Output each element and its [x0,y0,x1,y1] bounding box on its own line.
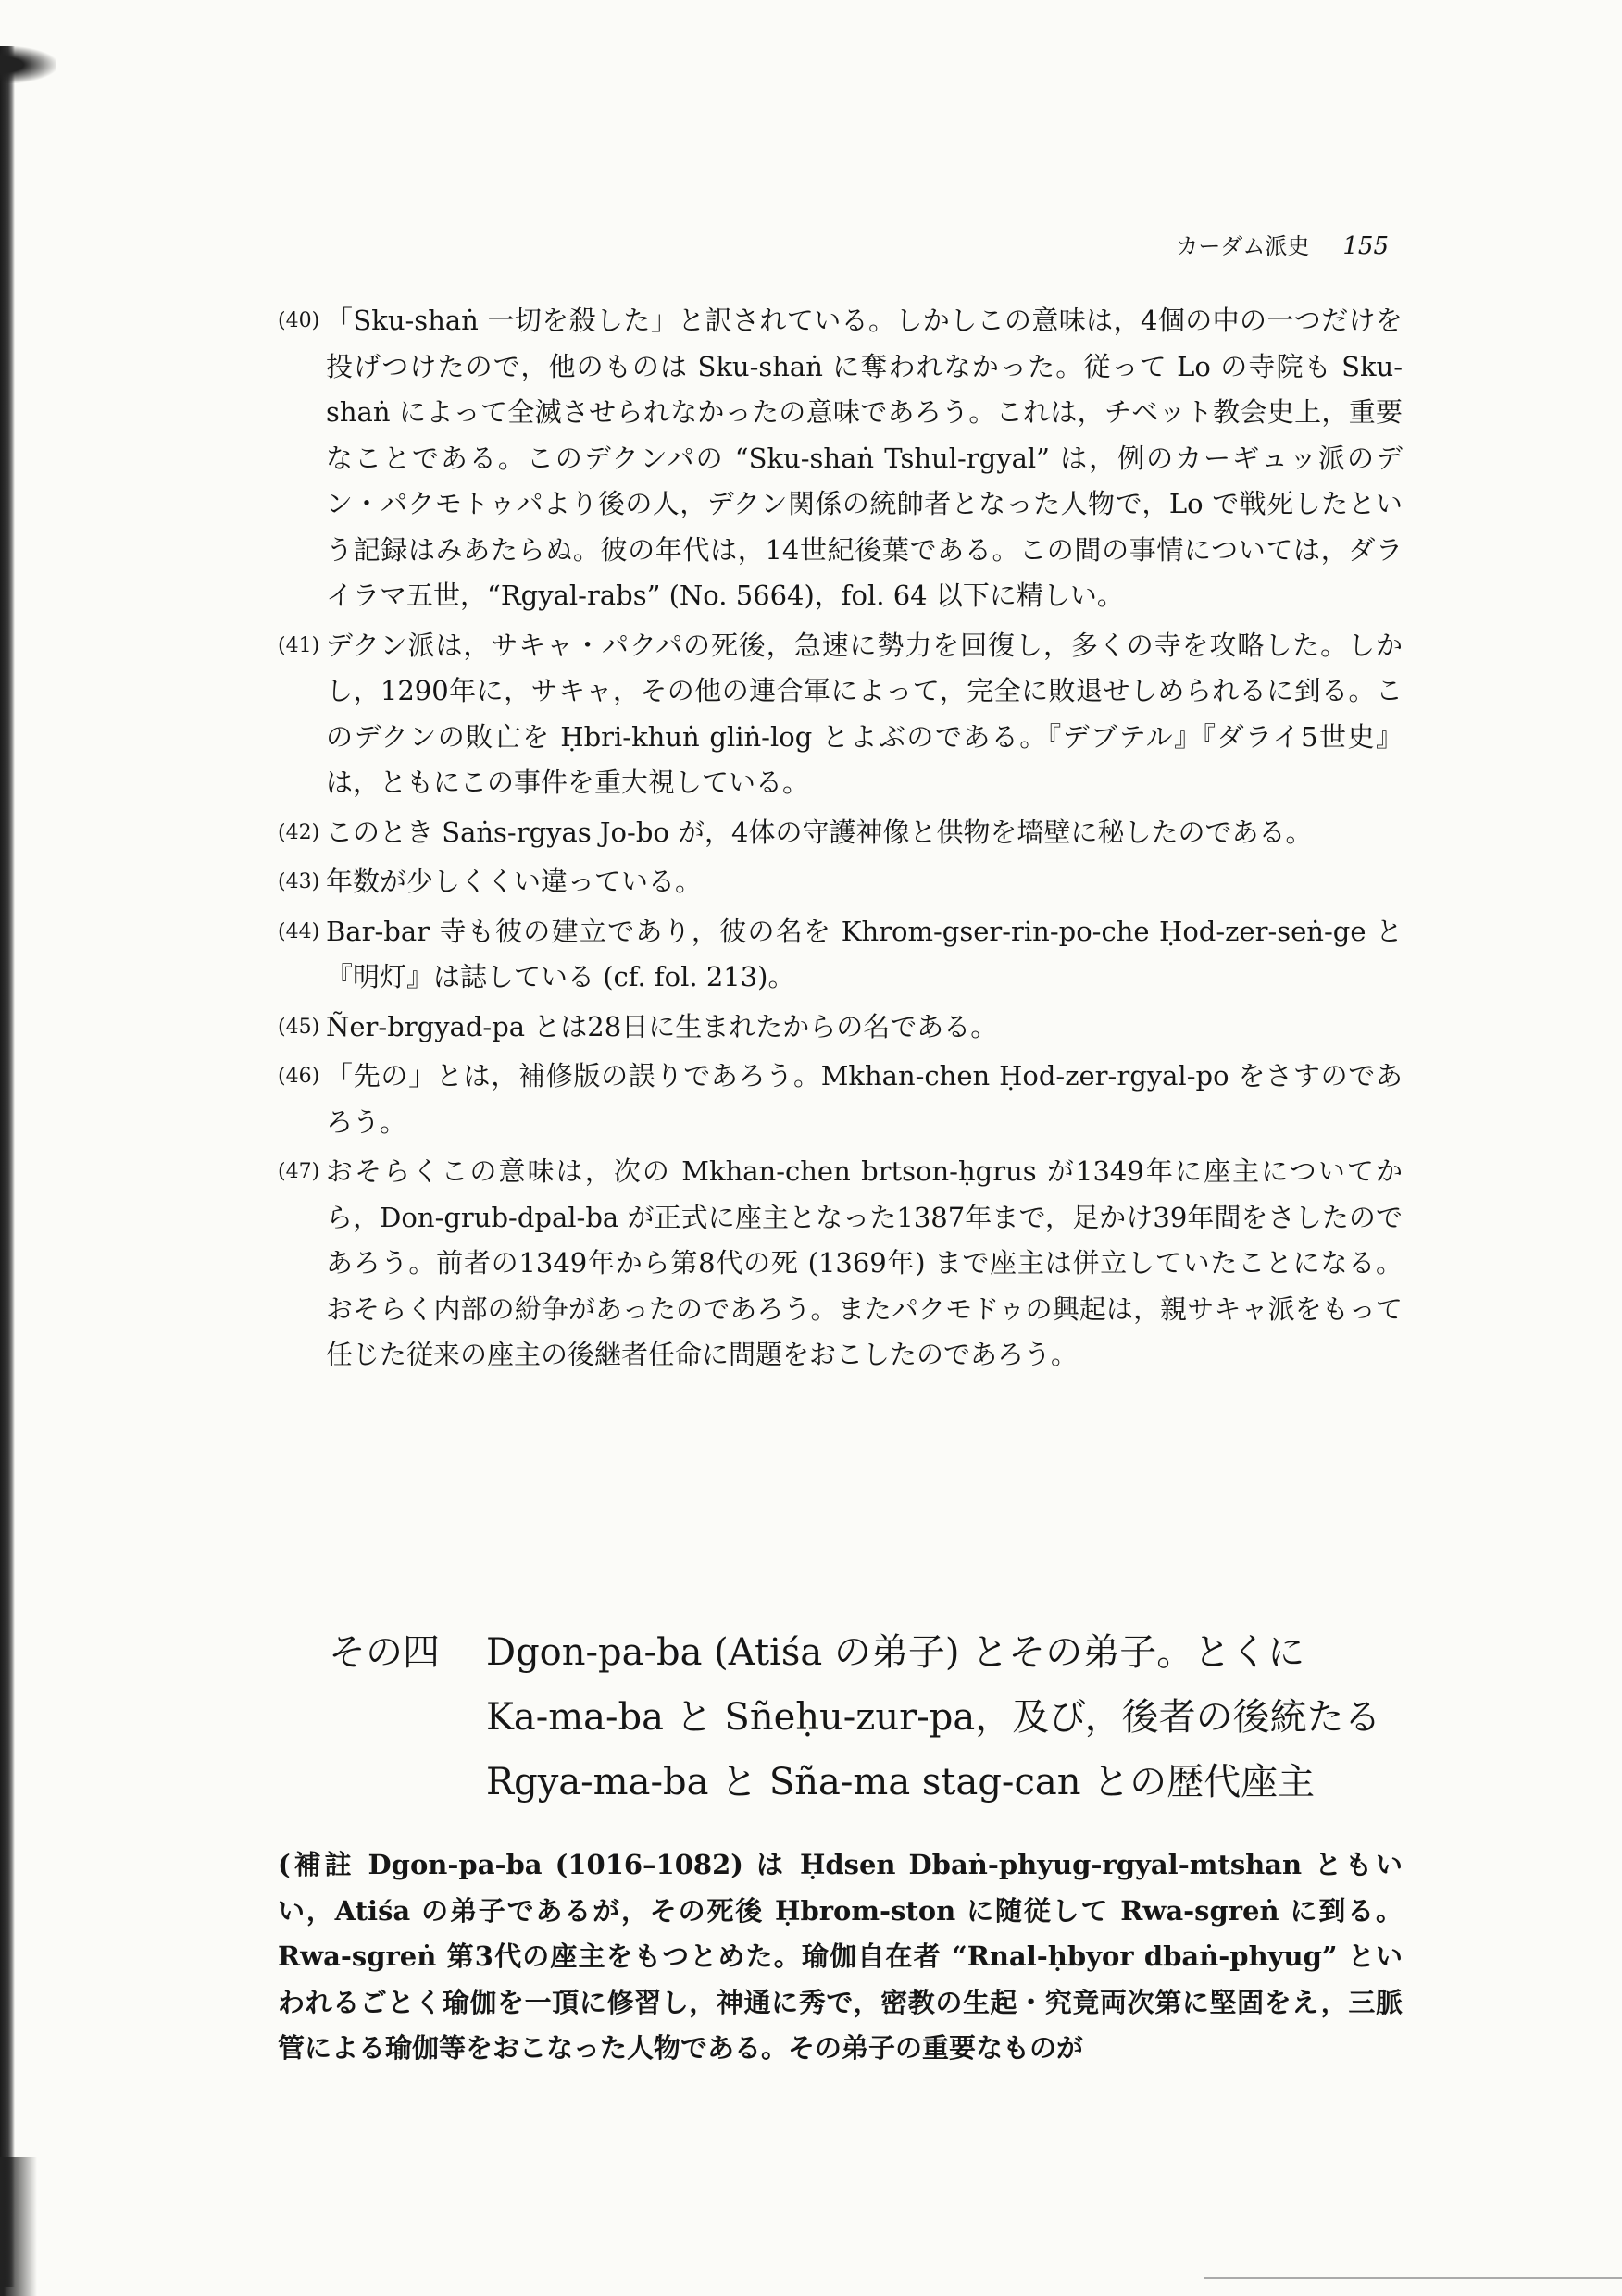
section-title-lines [486,1620,1381,1815]
note-number: (47) [278,1160,320,1183]
binding-mark-top [0,46,56,83]
section-title-line: Ka-ma-ba と Sñeḥu-zur-pa，及び，後者の後統たる [486,1696,1381,1739]
note-text: このとき Saṅs-rgyas Jo-bo が，4体の守護神像と供物を墻壁に秘したのである。 [326,816,1313,848]
section-title-line: Dgon-pa-ba (Atiśa の弟子) とその弟子。とくに [486,1631,1305,1674]
note-43 [278,859,1403,905]
running-header [1065,228,1389,260]
note-45 [278,1004,1403,1051]
note-number: (40) [278,309,320,332]
page-number: 155 [1342,232,1389,260]
bottom-rule [1204,2277,1622,2279]
note-number: (43) [278,870,320,893]
note-42 [278,810,1403,856]
note-text: 「先の」とは，補修版の誤りであろう。Mkhan-chen Ḥod-zer-rgyal-po をさすのであろう。 [326,1060,1403,1138]
note-text: 年数が少しくくい違っている。 [326,866,703,897]
section-heading [329,1620,1384,1815]
note-number: (42) [278,820,320,844]
running-title: カーダム派史 [1176,233,1310,259]
note-41 [278,623,1403,806]
note-number: (46) [278,1065,320,1088]
note-47 [278,1149,1403,1379]
note-44 [278,909,1403,1001]
supplementary-note: (補註 Dgon-pa-ba (1016–1082) は Ḥdsen Dbaṅ-phyug-rgyal-mtshan ともいい，Atiśa の弟子であるが，その死後 Ḥbrom-ston に随従して Rwa-sgreṅ に到る。Rwa-sgreṅ 第3代の座主をもつとめた。瑜伽自在者 “Rnal-ḥbyor dbaṅ-phyug” といわれるごとく瑜伽を一頂に修習し，神通に秀で，密教の生起・究竟両次第に堅固をえ，三脈管による瑜伽等をおこなった人物である。その弟子の重要なものが [278,1849,1403,2064]
note-46 [278,1054,1403,1145]
note-number: (45) [278,1015,320,1039]
section-label: その四 [329,1631,440,1674]
note-text: Bar-bar 寺も彼の建立であり，彼の名を Khrom-gser-rin-po-che Ḥod-zer-seṅ-ge と『明灯』は誌している (cf. fol. 213)。 [326,915,1403,992]
endnotes [278,298,1403,1382]
note-text: おそらくこの意味は，次の Mkhan-chen brtson-ḥgrus が1349年に座主についてから，Don-grub-dpal-ba が正式に座主となった1387年まで，足かけ39年間をさしたのであろう。前者の1349年から第8代の死 (1369年) まで座主は併立していたことになる。おそらく内部の紛争があったのであろう。またパクモドゥの興起は，親サキャ派をもって任じた従来の座主の後継者任命に問題をおこしたのであろう。 [326,1155,1403,1370]
note-number: (41) [278,633,320,657]
note-40 [278,298,1403,619]
binding-mark-bottom [0,2157,37,2296]
book-spine-shadow [0,46,15,2287]
section-title-line: Rgya-ma-ba と Sña-ma stag-can との歴代座主 [486,1761,1316,1803]
note-text: デクン派は，サキャ・パクパの死後，急速に勢力を回復し，多くの寺を攻略した。しかし，1290年に，サキャ，その他の連合軍によって，完全に敗退せしめられるに到る。このデクンの敗亡を Ḥbri-khuṅ gliṅ-log とよぶのである。『デブテル』『ダライ5世史』は，ともにこの事件を重大視している。 [326,629,1403,798]
note-text: 「Sku-shaṅ 一切を殺した」と訳されている。しかしこの意味は，4個の中の一つだけを投げつけたので，他のものは Sku-shaṅ に奪われなかった。従って Lo の寺院も Sku-shaṅ によって全滅させられなかったの意味であろう。これは，チベット教会史上，重要なことである。このデクンパの “Sku-shaṅ Tshul-rgyal” は，例のカーギュッ派のデン・パクモトゥパより後の人，デクン関係の統帥者となった人物で，Lo で戦死したという記録はみあたらぬ。彼の年代は，14世紀後葉である。この間の事情については，ダライラマ五世，“Rgyal-rabs” (No. 5664)，fol. 64 以下に精しい。 [326,305,1403,611]
note-text: Ñer-brgyad-pa とは28日に生まれたからの名である。 [326,1010,998,1042]
note-number: (44) [278,919,320,943]
